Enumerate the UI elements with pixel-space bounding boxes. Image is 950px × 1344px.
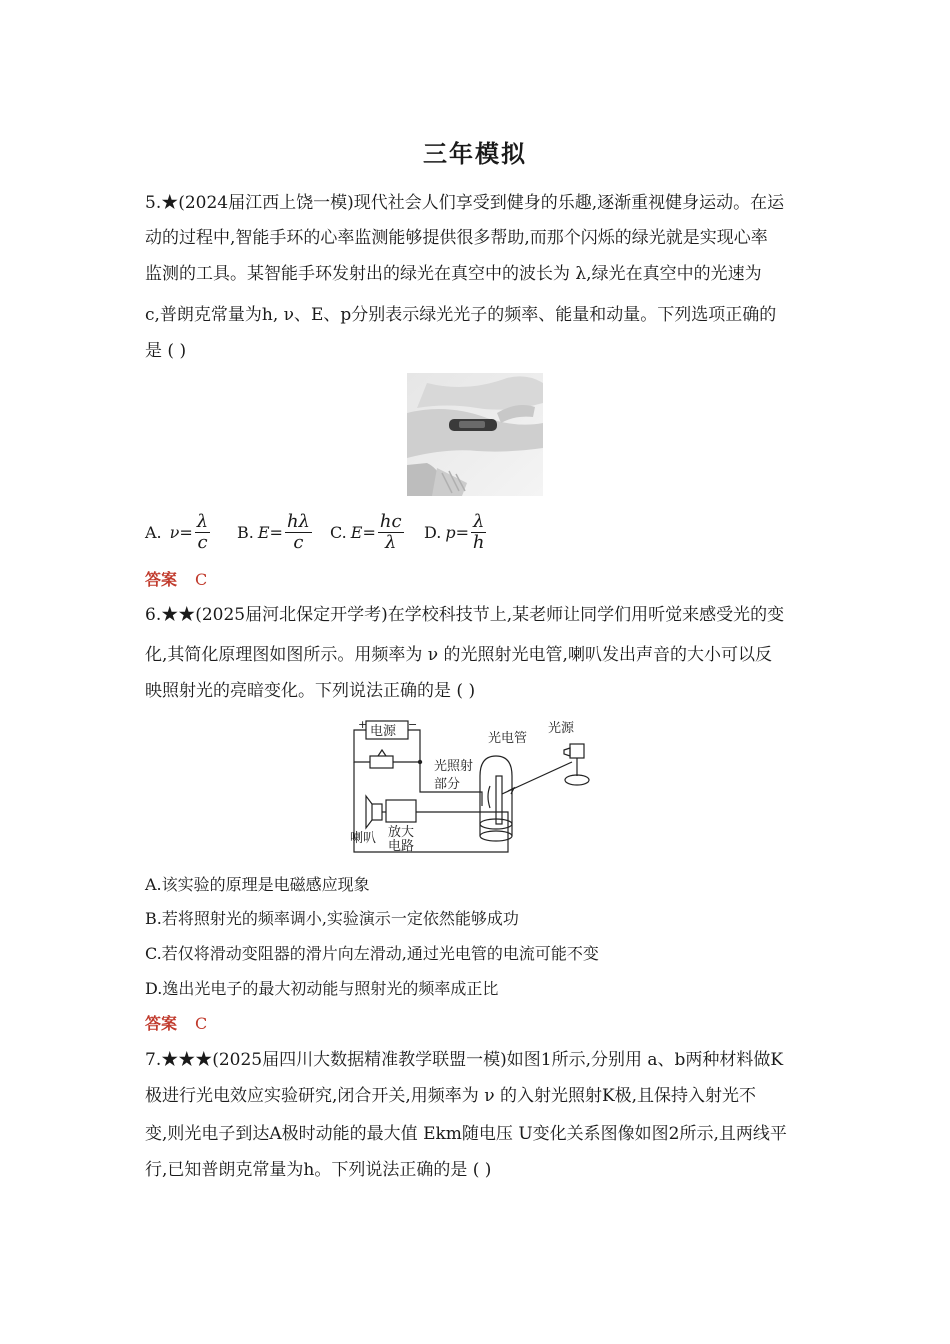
q5-line-4: c,普朗克常量为h, ν、E、p分别表示绿光光子的频率、能量和动量。下列选项正确的 (145, 305, 777, 325)
q5-option-d[interactable] (424, 512, 486, 553)
amplifier-label-2: 电路 (388, 839, 415, 854)
q5-line-2: 动的过程中,智能手环的心率监测能够提供很多帮助,而那个闪烁的绿光就是实现心率 (145, 228, 768, 248)
q5-option-a-denominator: c (197, 532, 208, 553)
q6-option-b[interactable]: B.若将照射光的频率调小,实验演示一定依然能够成功 (145, 909, 519, 928)
q6-line-1: 6.★★(2025届河北保定开学考)在学校科技节上,某老师让同学们用听觉来感受光的变 (145, 605, 785, 625)
power-plus-sign: + (358, 718, 368, 731)
q6-answer-value: C (195, 1014, 208, 1033)
q7-line-2: 极进行光电效应实验研究,闭合开关,用频率为 ν 的入射光照射K极,且保持入射光不 (145, 1086, 757, 1106)
q5-option-c-denominator: λ (384, 532, 397, 553)
power-source-label: 电源 (370, 724, 397, 739)
q5-option-b-lhs: E= (257, 523, 283, 542)
q7-line-1: 7.★★★(2025届四川大数据精准教学联盟一模)如图1所示,分别用 a、b两种材料做K (145, 1050, 784, 1070)
q5-option-c-label: C. (330, 523, 347, 542)
q6-option-c[interactable]: C.若仅将滑动变阻器的滑片向左滑动,通过光电管的电流可能不变 (145, 944, 599, 963)
q5-option-c-lhs: E= (350, 523, 376, 542)
q5-answer-label: 答案 (145, 570, 178, 589)
q5-option-d-denominator: h (472, 532, 485, 553)
q6-option-d[interactable]: D.逸出光电子的最大初动能与照射光的频率成正比 (145, 979, 499, 998)
lit-part-label-1: 光照射 (434, 759, 474, 774)
q5-option-c-fraction (378, 512, 404, 553)
q5-line-1: 5.★(2024届江西上饶一模)现代社会人们享受到健身的乐趣,逐渐重视健身运动。在运 (145, 193, 785, 213)
q5-option-a-numerator: λ (196, 511, 209, 532)
page-title: 三年模拟 (423, 140, 527, 168)
q6-answer (145, 1013, 207, 1035)
amplifier-label-1: 放大 (388, 825, 415, 840)
q5-option-b-numerator: hλ (286, 511, 310, 532)
q5-option-b[interactable] (237, 512, 312, 553)
photocell-circuit-diagram (348, 716, 602, 856)
power-minus-sign: − (408, 718, 418, 731)
q5-option-a[interactable] (145, 512, 210, 553)
light-source-label: 光源 (548, 721, 575, 736)
phototube-label: 光电管 (488, 731, 528, 746)
lit-part-label-2: 部分 (434, 777, 461, 792)
q5-option-d-label: D. (424, 523, 442, 542)
q5-option-d-numerator: λ (473, 511, 485, 532)
q7-line-4: 行,已知普朗克常量为h。下列说法正确的是 ( ) (145, 1160, 492, 1180)
speaker-label: 喇叭 (350, 831, 377, 846)
q5-option-a-fraction (195, 512, 210, 553)
q5-option-b-denominator: c (293, 532, 304, 553)
q5-option-c-numerator: hc (379, 511, 402, 532)
q6-line-3: 映照射光的亮暗变化。下列说法正确的是 ( ) (145, 681, 476, 701)
q5-option-a-label: A. (145, 523, 162, 542)
q5-answer-value: C (195, 570, 208, 589)
q5-option-d-fraction (471, 512, 486, 553)
q5-option-b-fraction (285, 512, 312, 553)
q6-answer-label: 答案 (145, 1014, 178, 1033)
q6-line-2: 化,其简化原理图如图所示。用频率为 ν 的光照射光电管,喇叭发出声音的大小可以反 (145, 645, 772, 665)
q5-option-a-lhs: ν= (169, 523, 193, 542)
fitness-band-photo (407, 373, 543, 496)
q5-option-c[interactable] (330, 512, 404, 553)
q6-option-a[interactable]: A.该实验的原理是电磁感应现象 (145, 875, 370, 894)
q5-option-b-label: B. (237, 523, 254, 542)
q5-option-d-lhs: p= (445, 523, 469, 542)
q5-answer (145, 569, 207, 591)
q5-line-3: 监测的工具。某智能手环发射出的绿光在真空中的波长为 λ,绿光在真空中的光速为 (145, 264, 762, 284)
q7-line-3: 变,则光电子到达A极时动能的最大值 Ekm随电压 U变化关系图像如图2所示,且两线平 (145, 1124, 787, 1144)
q5-line-5: 是 ( ) (145, 341, 187, 361)
